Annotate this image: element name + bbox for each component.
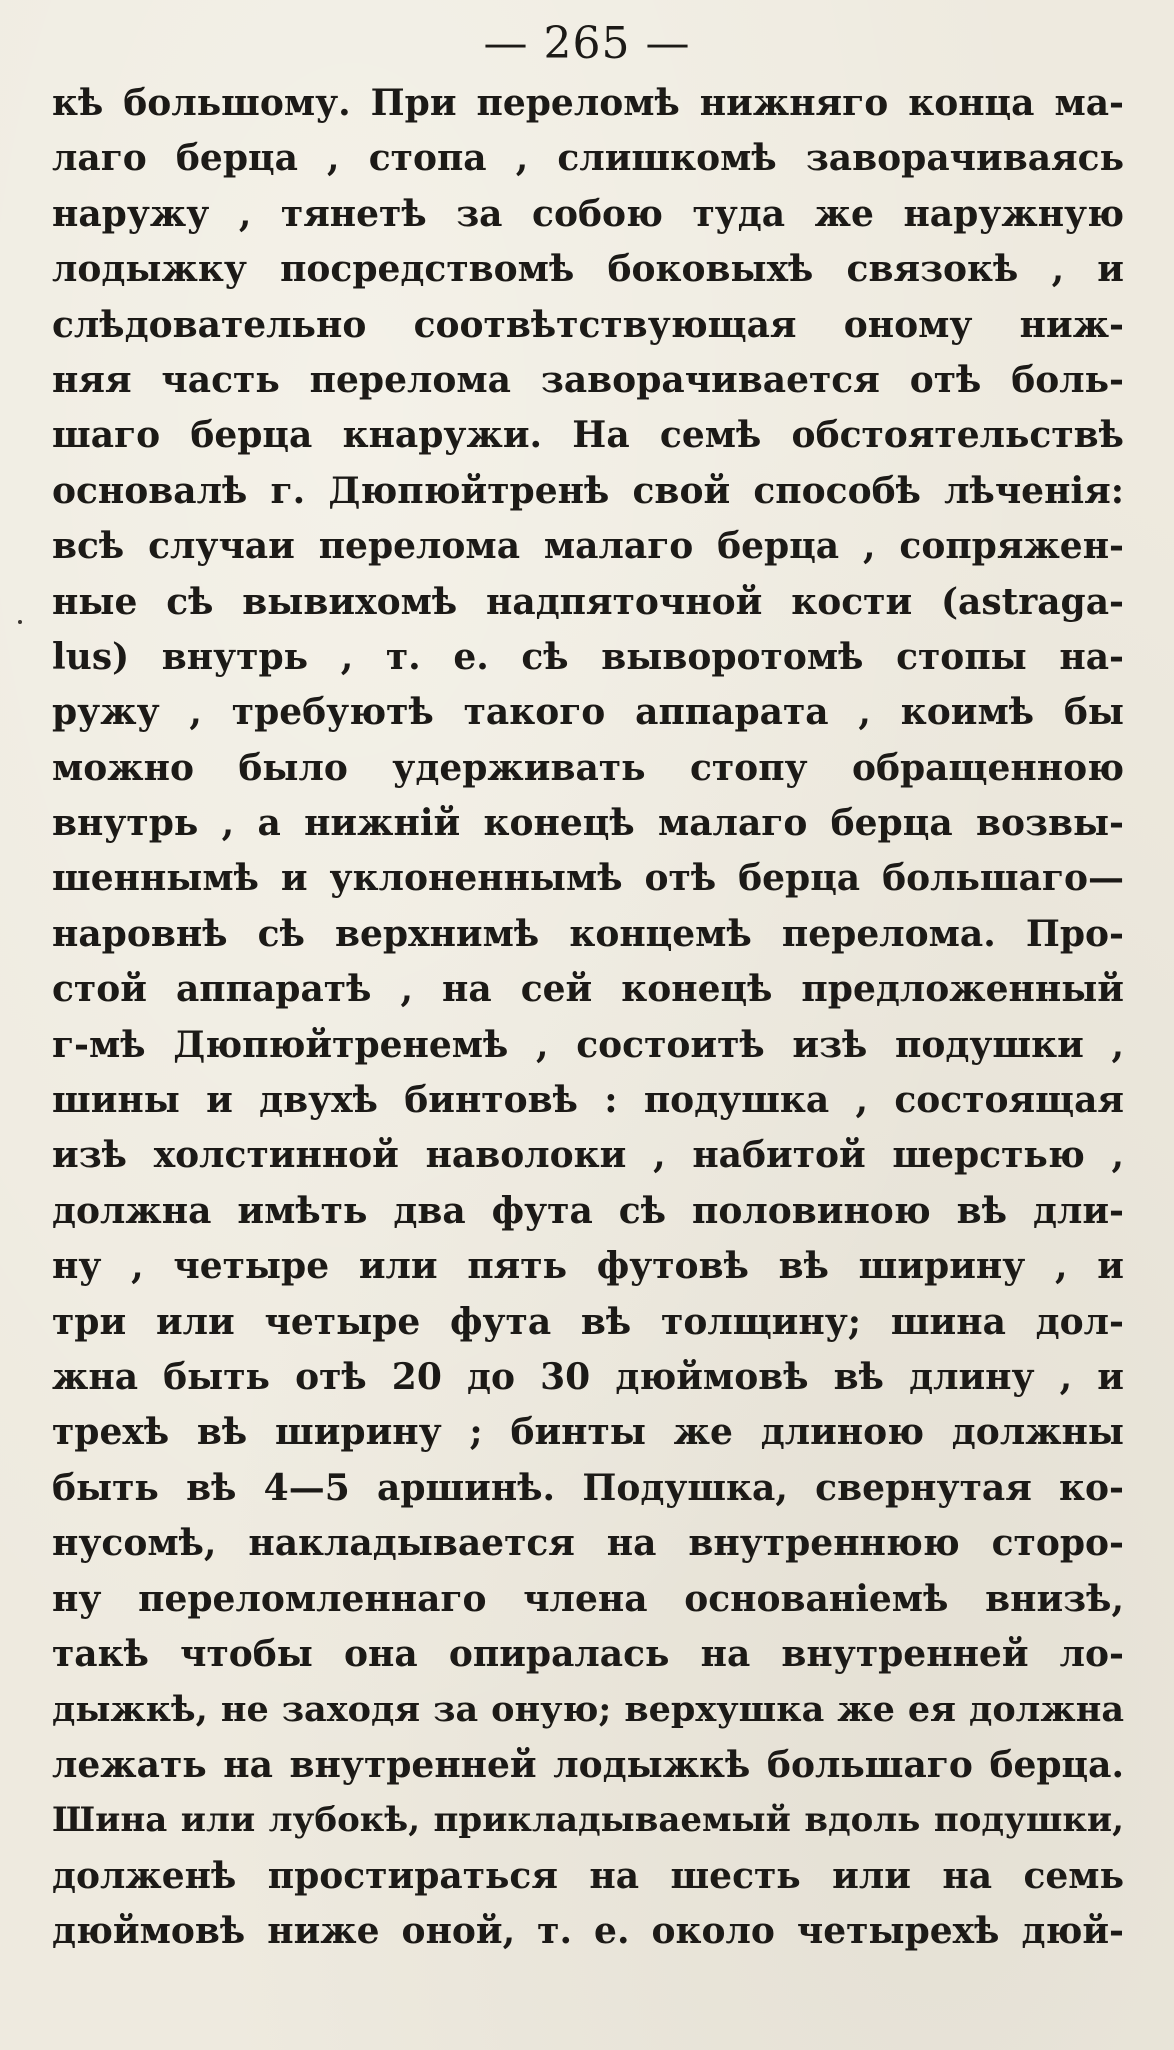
- text-line: нусомѣ, накладывается на внутреннюю сторо-: [52, 1522, 1124, 1565]
- text-line: ну , четыре или пять футовѣ вѣ ширину , и: [52, 1245, 1124, 1288]
- body-text: [52, 76, 1124, 1959]
- text-line: наружу , тянетѣ за собою туда же наружную: [52, 192, 1124, 235]
- text-line: три или четыре фута вѣ толщину; шина дол-: [52, 1300, 1124, 1343]
- text-line: быть вѣ 4—5 аршинѣ. Подушка, свернутая ко-: [52, 1466, 1124, 1509]
- text-line: стой аппаратѣ , на сей конецѣ предложенный: [52, 968, 1124, 1011]
- text-line: шеннымѣ и уклоненнымѣ отѣ берца большаго—: [52, 857, 1124, 900]
- text-line: лежать на внутренней лодыжкѣ большаго берца.: [52, 1743, 1124, 1786]
- text-line: внутрь , а нижній конецѣ малаго берца возвы-: [52, 802, 1124, 845]
- text-line: шины и двухѣ бинтовѣ : подушка , состоящая: [52, 1079, 1124, 1122]
- text-line: наровнѣ сѣ верхнимѣ концемѣ перелома. Про-: [52, 912, 1124, 955]
- text-line: lus) внутрь , т. е. сѣ выворотомѣ стопы на-: [52, 635, 1124, 678]
- text-line: такѣ чтобы она опиралась на внутренней ло-: [52, 1632, 1124, 1675]
- text-line: можно было удерживать стопу обращенною: [52, 746, 1124, 789]
- page-number-header: — 265 —: [483, 18, 691, 69]
- text-line: ружу , требуютѣ такого аппарата , коимѣ бы: [52, 691, 1124, 734]
- text-line: шаго берца кнаружи. На семѣ обстоятельствѣ: [52, 414, 1124, 457]
- text-line: жна быть отѣ 20 до 30 дюймовѣ вѣ длину , и: [52, 1355, 1124, 1398]
- text-line: лодыжку посредствомѣ боковыхѣ связокѣ , и: [52, 248, 1124, 291]
- text-line: дюймовѣ ниже оной, т. е. около четырехѣ дюй-: [52, 1909, 1124, 1952]
- text-line: должна имѣть два фута сѣ половиною вѣ дли-: [52, 1189, 1124, 1232]
- text-line: слѣдовательно соотвѣтствующая оному ниж-: [52, 303, 1124, 346]
- text-line: трехѣ вѣ ширину ; бинты же длиною должны: [52, 1411, 1124, 1454]
- text-line: кѣ большому. При переломѣ нижняго конца ма-: [52, 82, 1124, 124]
- text-line: долженѣ простираться на шесть или на семь: [52, 1854, 1124, 1897]
- text-line: няя часть перелома заворачивается отѣ боль-: [52, 358, 1124, 401]
- text-line: г-мѣ Дюпюйтренемѣ , состоитѣ изѣ подушки ,: [52, 1023, 1124, 1066]
- text-line: дыжкѣ, не заходя за оную; верхушка же ея должна: [52, 1689, 1124, 1731]
- text-line: лаго берца , стопа , слишкомѣ заворачиваясь: [52, 137, 1124, 180]
- text-line: ну переломленнаго члена основаніемѣ внизѣ,: [52, 1577, 1124, 1620]
- text-line: основалѣ г. Дюпюйтренѣ свой способѣ лѣченія:: [52, 469, 1124, 512]
- text-line: Шина или лубокѣ, прикладываемый вдоль подушки,: [52, 1800, 1124, 1841]
- text-line: всѣ случаи перелома малаго берца , сопряжен-: [52, 525, 1124, 568]
- text-line: ные сѣ вывихомѣ надпяточной кости (astraga-: [52, 580, 1124, 623]
- margin-speck: [18, 620, 22, 624]
- text-line: изѣ холстинной наволоки , набитой шерстью ,: [52, 1134, 1124, 1177]
